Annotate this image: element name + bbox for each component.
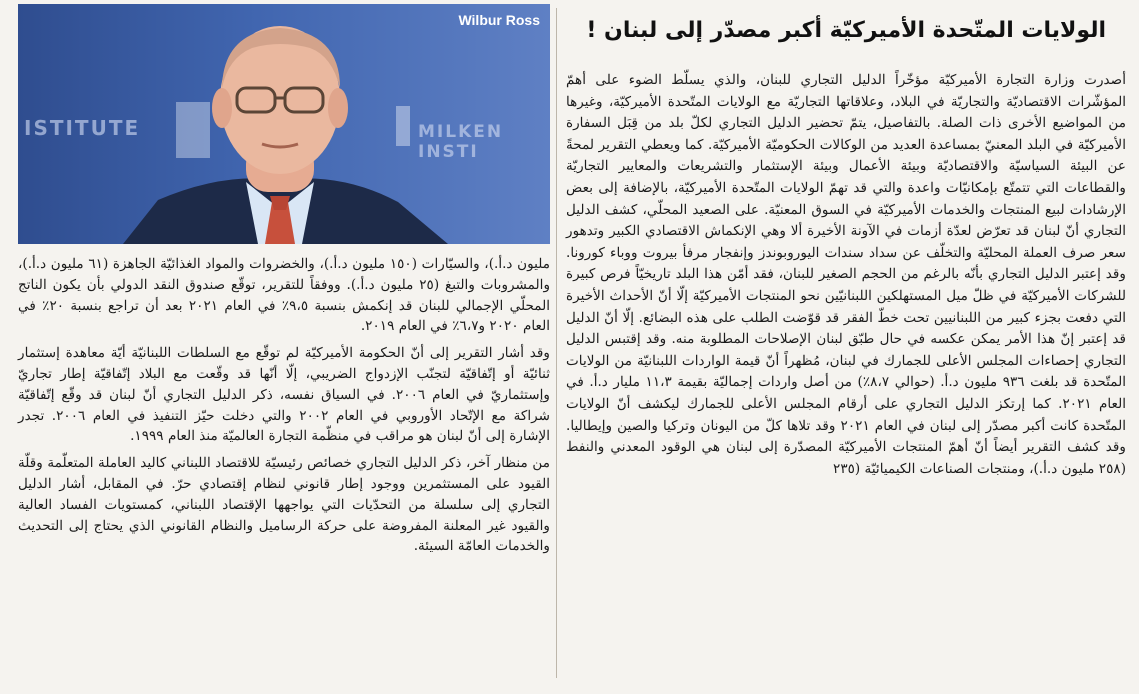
portrait-figure — [18, 4, 550, 244]
photo-backdrop-left: ISTITUTE — [24, 116, 141, 140]
article-left-column — [18, 4, 550, 690]
article-right-column — [566, 10, 1126, 690]
article-body-left — [18, 254, 550, 557]
paragraph: من منظار آخر، ذكر الدليل التجاري خصائص رئيسيّة للاقتصاد اللبناني كاليد العاملة المتعلّمة وقلّة القيود على المستثمرين ووجود إطار قانوني لنظام إقتصادي حرّ. في المقابل، أشار الدليل التجاري إلى سلسلة من التحدّيات التي يواجهها الإقتصاد اللبناني، كمستويات الفساد العالية والقيود غير المعلنة المفروضة على حركة الرساميل والنظام القانوني الذي يحتاج إلى التحديث والخدمات العامّة السيئة. — [18, 455, 550, 555]
photo-backdrop-right: MILKEN INSTI — [418, 122, 504, 162]
article-headline: الولايات المتّحدة الأميركيّة أكبر مصدّر إلى لبنان ! — [586, 18, 1106, 43]
paragraph: وقد أشار التقرير إلى أنّ الحكومة الأميركيّة لم توقّع مع السلطات اللبنانيّة أيّة معاهدة إستثمار ثنائيّة أو إتّفاقيّة لتجنّب الإزدواج الضريبي، إلّا أنّها قد وقّعت مع البلاد إتّفاقيّة إطار تجاريّ وإستثماريّ في العام ٢٠٠٦. في السياق نفسه، ذكر الدليل التجاري أنّ لبنان قد وقّع إتّفاقيّة شراكة مع الإتّحاد الأوروبي في العام ٢٠٠٢ والتي دخلت حيّز التنفيذ في العام ٢٠٠٦. تجدر الإشارة إلى أنّ لبنان هو مراقب في منظّمة التجارة العالميّة منذ العام ١٩٩٩. — [18, 345, 551, 445]
photo-caption: Wilbur Ross — [458, 12, 540, 28]
article-photo — [18, 4, 550, 244]
article-body-right: أصدرت وزارة التجارة الأميركيّة مؤخّراً الدليل التجاري للبنان، والذي يسلّط الضوء على أهمّ المؤشّرات الاقتصاديّة والتجاريّة في البلاد، وعلاقاتها التجاريّة مع الولايات المتّحدة الأميركيّة، وغيرها من المواضيع الأخرى ذات الصلة. بالتفاصيل، يتمّ تحضير الدليل التجاري لكلّ بلد من قِبَل السفارة الأميركيّة في البلد المعنيّ بمساعدة العديد من الوكالات الحكوميّة الأميركيّة. كما ويعطي التقرير لمحةً عن البيئة السياسيّة والاقتصاديّة وبيئة الأعمال وبيئة الإستثمار والتشريعات والمعايير التجاريّة والقطاعات التي تتمتّع بإمكانيّات واعدة والتي قد تهمّ الولايات المتّحدة الأميركيّة، بالإضافة إلى بعض الإرشادات لبيع المنتجات والخدمات الأميركيّة في السوق المعنيّة. على الصعيد المحلّي، كشف الدليل التجاري أنّ لبنان قد تعرّض لعدّة أزمات في الآونة الأخيرة ألا وهي الإنكماش الاقتصادي الكبير وتدهور سعر صرف العملة المحليّة والتخلّف عن سداد سندات اليوروبوندز وإنفجار مرفأ بيروت ووباء كورونا. وقد إعتبر الدليل التجاري بأنّه بالرغم من الحجم الصغير للبنان، فقد أمّن هذا البلد تاريخيّاً فرص كبيرة للشركات الأميركيّة في ظلّ ميل المستهلكين اللبنانيّين نحو المنتجات الأميركيّة إلّا أنّ الأحداث الأخيرة التي دفعت بجزء كبير من اللبنانيين تحت خطّ الفقر قد قوّضت الطلب على هذه البضائع. إلّا أنّ الدليل قد إعتبر إنّ هذا الأمر يمكن عكسه في حال طبّق لبنان الإصلاحات المطلوبة منه. وقد إقتبس الدليل التجاري إحصاءات المجلس الأعلى للجمارك في لبنان، مُظهراً أنّ قيمة الواردات اللبنانيّة من الولايات المتّحدة قد بلغت ٩٣٦ مليون د.أ. (حوالي ٨،٧٪) من أصل واردات إجماليّة بقيمة ١١،٣ مليار د.أ. في العام ٢٠٢١. كما إرتكز الدليل التجاري على أرقام المجلس الأعلى للجمارك ليكشف أنّ الولايات المتّحدة كانت أكبر مصدّر إلى لبنان في العام ٢٠٢١ وقد تلاها كلّ من اليونان وتركيا والصين وإيطاليا. وقد كشف التقرير أيضاً أنّ أهمّ المنتجات الأميركيّة المصدّرة إلى لبنان هي الوقود المعدني والنفط (٢٥٨ مليون د.أ.)، ومنتجات الصناعات الكيميائيّة (٢٣٥ — [566, 72, 1126, 477]
column-divider — [556, 8, 557, 678]
paragraph: مليون د.أ.)، والسيّارات (١٥٠ مليون د.أ.)، والخضروات والمواد الغذائيّة الجاهزة (٦١ مليون د.أ.)، والمشروبات والتبغ (٢٥ مليون د.أ.). ووفقاً للتقرير، توقّع صندوق النقد الدولي بأن يكون الناتج المحلّي الإجمالي للبنان قد إنكمش بنسبة ٩،٥٪ في العام ٢٠٢١ بعد أن تراجع بنسبة ٢٠٪ في العام ٢٠٢٠ و٦،٧٪ في العام ٢٠١٩. — [18, 256, 551, 335]
